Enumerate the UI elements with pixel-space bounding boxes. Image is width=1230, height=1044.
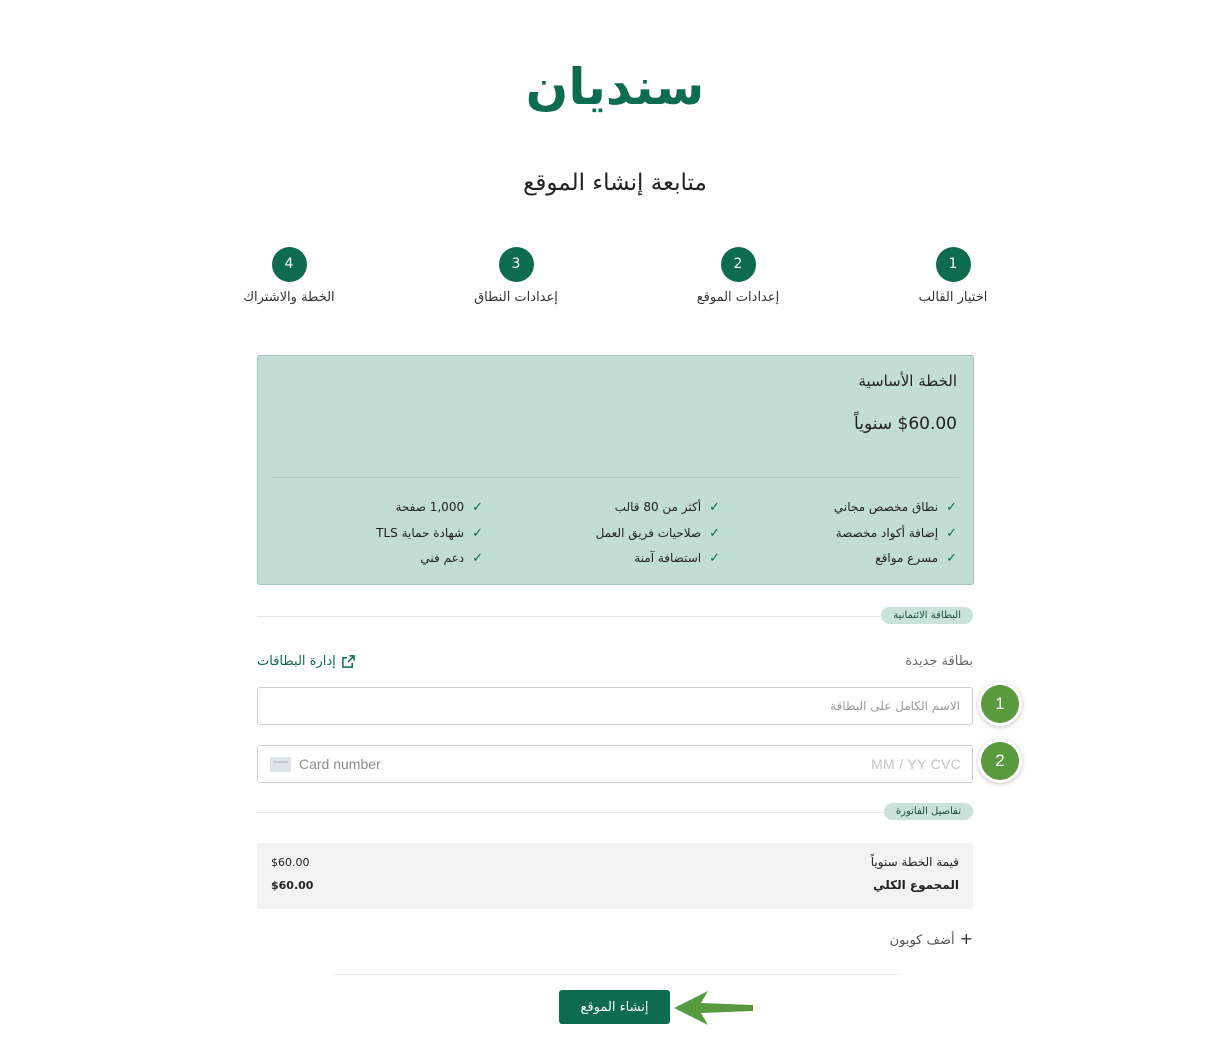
invoice-total-label: المجموع الكلي [873,878,959,892]
external-link-icon [342,655,355,668]
invoice-section-label: تفاصيل الفاتورة [884,803,973,820]
invoice-row-value: $60.00 [271,856,310,869]
manage-cards-link[interactable] [257,654,355,669]
plan-feature: ✓نطاق مخصص مجاني [833,500,957,515]
annotation-badge-2: 2 [981,742,1019,780]
step-3 [446,247,586,305]
plan-feature: ✓إضافة أكواد مخصصة [835,526,957,541]
step-4 [219,247,359,305]
card-number-placeholder: Card number [299,756,381,772]
card-number-field[interactable] [257,745,973,783]
step-2 [668,247,808,305]
card-expiry-cvc-placeholder: MM / YY CVC [871,756,961,772]
plan-divider [272,477,959,478]
plan-feature: ✓دعم فني [420,551,483,566]
plan-feature: ✓صلاحيات فريق العمل [595,526,720,541]
plan-feature: ✓مسرع مواقع [875,551,957,566]
footer-divider [330,974,900,975]
add-coupon-link[interactable] [890,929,973,948]
check-icon: ✓ [946,526,957,541]
create-site-button[interactable]: إنشاء الموقع [559,990,670,1024]
section-divider [257,616,974,617]
cardholder-name-input[interactable] [258,688,972,724]
plan-feature: ✓استضافة آمنة [634,551,720,566]
step-1-label: اختيار القالب [918,290,988,305]
step-1-number: 1 [936,247,971,282]
step-1 [883,247,1023,305]
check-icon: ✓ [946,551,957,566]
step-3-label: إعدادات النطاق [474,290,558,305]
new-card-label: بطاقة جديدة [905,654,973,669]
plan-feature: ✓1,000 صفحة [395,500,483,515]
section-divider [257,812,974,813]
invoice-summary [257,843,973,909]
plan-name: الخطة الأساسية [858,372,957,390]
step-2-label: إعدادات الموقع [696,290,780,305]
step-3-number: 3 [499,247,534,282]
step-4-label: الخطة والاشتراك [243,290,335,305]
plus-icon: + [959,929,973,948]
add-coupon-label: أضف كوبون [889,933,955,948]
credit-card-icon [270,757,291,772]
step-2-number: 2 [721,247,756,282]
plan-feature: ✓شهادة حماية TLS [376,526,483,541]
step-4-number: 4 [272,247,307,282]
arrow-left-icon [671,988,755,1028]
logo: سنديان [525,58,705,116]
check-icon: ✓ [946,500,957,515]
page-title: متابعة إنشاء الموقع [523,170,707,196]
credit-card-section-label: البطاقة الائتمانية [881,607,973,624]
annotation-badge-1: 1 [981,685,1019,723]
check-icon: ✓ [709,551,720,566]
manage-cards-label: إدارة البطاقات [257,654,336,669]
check-icon: ✓ [472,526,483,541]
plan-card [257,355,974,585]
check-icon: ✓ [709,500,720,515]
check-icon: ✓ [472,551,483,566]
plan-price: $60.00 سنوياً [854,414,957,434]
plan-feature: ✓أكثر من 80 قالب [614,500,720,515]
invoice-row-label: قيمة الخطة سنوياً [870,855,959,869]
cardholder-name-field[interactable] [257,687,973,725]
invoice-total-value: $60.00 [271,879,314,892]
check-icon: ✓ [472,500,483,515]
check-icon: ✓ [709,526,720,541]
